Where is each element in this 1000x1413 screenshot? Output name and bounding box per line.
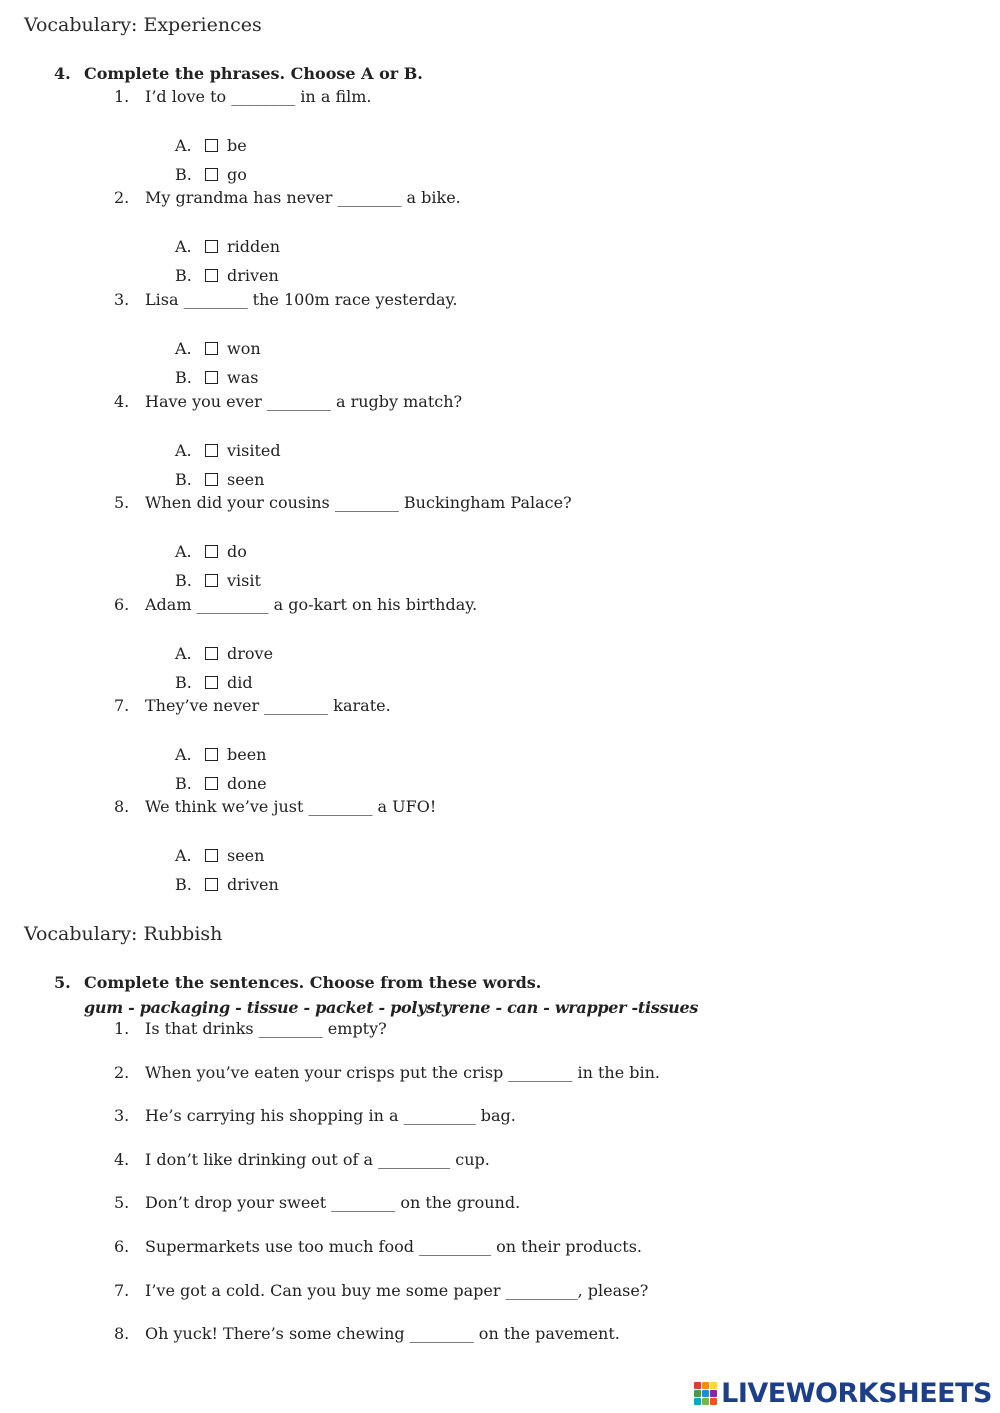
option-letter: A.: [175, 136, 192, 155]
option-word: seen: [227, 846, 265, 865]
option-letter: B.: [175, 368, 192, 387]
question-number: 6.: [114, 595, 130, 614]
option-letter: A.: [175, 339, 192, 358]
checkbox[interactable]: [205, 849, 218, 862]
question-text: We think we’ve just ________ a UFO!: [145, 797, 437, 816]
checkbox[interactable]: [205, 574, 218, 587]
logo-square: [702, 1390, 709, 1397]
checkbox[interactable]: [205, 748, 218, 761]
sentence-text: Supermarkets use too much food _________ on their products.: [145, 1237, 642, 1256]
question-text: They’ve never ________ karate.: [145, 696, 391, 715]
sentence-number: 2.: [114, 1062, 130, 1082]
task4-instruction: Complete the phrases. Choose A or B.: [84, 64, 423, 83]
option-word: drove: [227, 644, 274, 663]
option-letter: B.: [175, 875, 192, 894]
logo-square: [702, 1382, 709, 1389]
option-letter: B.: [175, 266, 192, 285]
option-letter: A.: [175, 846, 192, 865]
logo-square: [694, 1398, 701, 1405]
option-letter: B.: [175, 774, 192, 793]
sentence-text: Don’t drop your sweet ________ on the ground.: [145, 1193, 521, 1213]
option-word: did: [227, 673, 253, 692]
question-number: 4.: [114, 392, 130, 411]
question-text: Lisa ________ the 100m race yesterday.: [145, 290, 458, 309]
option-letter: A.: [175, 237, 192, 256]
option-word: done: [227, 774, 267, 793]
question-text: Have you ever ________ a rugby match?: [145, 392, 463, 411]
option-word: do: [227, 542, 247, 561]
checkbox[interactable]: [205, 371, 218, 384]
checkbox[interactable]: [205, 444, 218, 457]
sentence-text: I’ve got a cold. Can you buy me some paper _________, please?: [145, 1280, 649, 1300]
option-word: be: [227, 136, 247, 155]
option-word: driven: [227, 266, 279, 285]
checkbox[interactable]: [205, 473, 218, 486]
task5-instruction: Complete the sentences. Choose from these words.: [84, 973, 542, 992]
sentence-number: 3.: [114, 1106, 130, 1126]
sentence-text: Is that drinks ________ empty?: [145, 1019, 387, 1038]
sentence-text: When you’ve eaten your crisps put the crisp ________ in the bin.: [145, 1062, 660, 1082]
checkbox[interactable]: [205, 545, 218, 558]
logo-mark-icon: [694, 1382, 717, 1405]
logo-square: [710, 1398, 717, 1405]
logo-text: LIVEWORKSHEETS: [721, 1377, 992, 1409]
option-word: go: [227, 165, 247, 184]
logo-square: [694, 1382, 701, 1389]
checkbox[interactable]: [205, 139, 218, 152]
question-text: My grandma has never ________ a bike.: [145, 188, 461, 207]
sentence-number: 5.: [114, 1193, 130, 1213]
word-list: gum - packaging - tissue - packet - polystyrene - can - wrapper -tissues: [84, 998, 699, 1017]
question-text: I’d love to ________ in a film.: [145, 87, 372, 106]
sentence-number: 4.: [114, 1149, 130, 1169]
question-number: 1.: [114, 87, 130, 106]
question-number: 5.: [114, 493, 130, 512]
checkbox[interactable]: [205, 777, 218, 790]
option-letter: B.: [175, 673, 192, 692]
question-text: When did your cousins ________ Buckingham Palace?: [145, 493, 572, 512]
task5-number: 5.: [54, 973, 71, 992]
checkbox[interactable]: [205, 269, 218, 282]
option-letter: A.: [175, 644, 192, 663]
option-word: won: [227, 339, 261, 358]
logo-square: [694, 1390, 701, 1397]
checkbox[interactable]: [205, 647, 218, 660]
option-letter: A.: [175, 542, 192, 561]
option-word: driven: [227, 875, 279, 894]
checkbox[interactable]: [205, 342, 218, 355]
task4-number: 4.: [54, 64, 71, 83]
option-word: seen: [227, 470, 265, 489]
sentence-number: 1.: [114, 1019, 130, 1038]
option-letter: B.: [175, 470, 192, 489]
sentence-text: I don’t like drinking out of a _________ cup.: [145, 1149, 490, 1169]
question-text: Adam _________ a go-kart on his birthday.: [145, 595, 478, 614]
question-number: 8.: [114, 797, 130, 816]
logo-square: [702, 1398, 709, 1405]
option-word: was: [227, 368, 259, 387]
question-number: 3.: [114, 290, 130, 309]
checkbox[interactable]: [205, 878, 218, 891]
option-word: visit: [227, 571, 261, 590]
option-letter: B.: [175, 571, 192, 590]
question-number: 7.: [114, 696, 130, 715]
option-word: ridden: [227, 237, 281, 256]
sentence-text: Oh yuck! There’s some chewing ________ on the pavement.: [145, 1324, 620, 1344]
option-word: been: [227, 745, 267, 764]
checkbox[interactable]: [205, 676, 218, 689]
checkbox[interactable]: [205, 168, 218, 181]
section2-heading: Vocabulary: Rubbish: [24, 923, 223, 945]
checkbox[interactable]: [205, 240, 218, 253]
sentence-text: He’s carrying his shopping in a _________ bag.: [145, 1106, 516, 1126]
logo-square: [710, 1390, 717, 1397]
option-letter: A.: [175, 441, 192, 460]
liveworksheets-logo: [694, 1378, 992, 1408]
option-letter: A.: [175, 745, 192, 764]
sentence-number: 7.: [114, 1280, 130, 1300]
sentence-number: 8.: [114, 1324, 130, 1344]
sentence-number: 6.: [114, 1237, 130, 1256]
question-number: 2.: [114, 188, 130, 207]
option-letter: B.: [175, 165, 192, 184]
logo-square: [710, 1382, 717, 1389]
option-word: visited: [227, 441, 281, 460]
section1-heading: Vocabulary: Experiences: [24, 14, 262, 36]
